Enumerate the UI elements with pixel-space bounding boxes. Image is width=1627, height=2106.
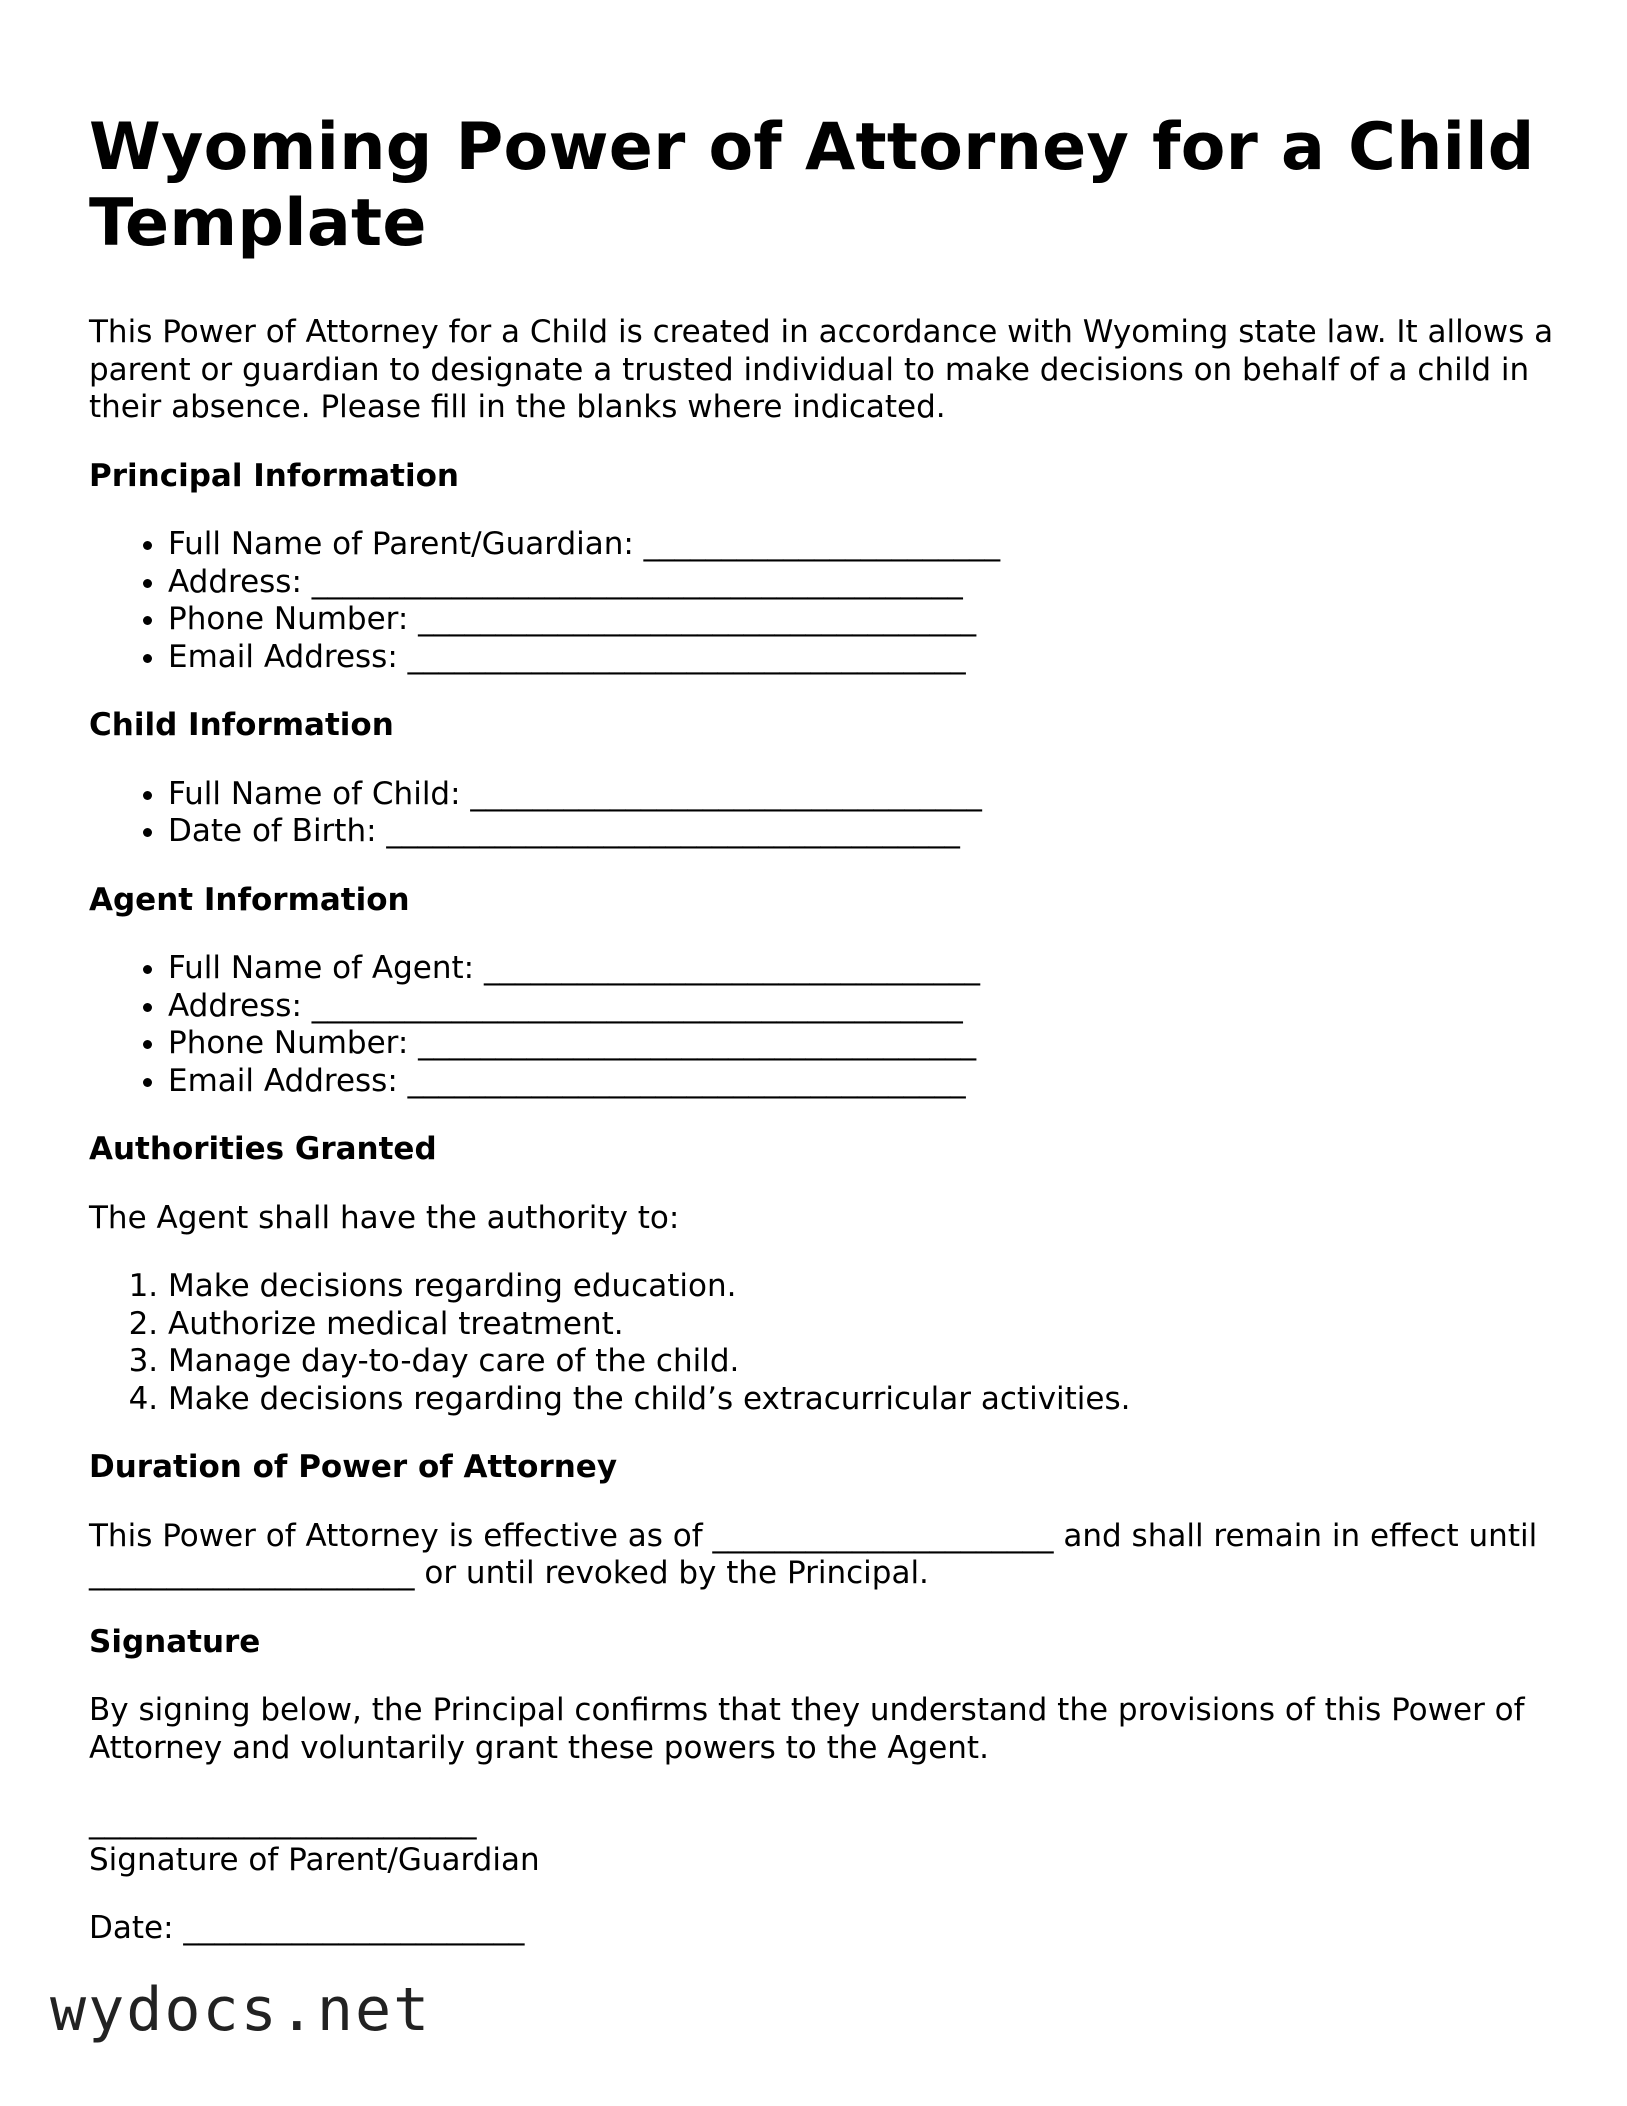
signature-text: By signing below, the Principal confirms that they understand the provisions of this Power of Attorney and voluntarily grant these powers to the Agent. <box>89 1692 1525 1766</box>
child-list <box>89 776 1559 851</box>
signature-line: _________________________ <box>89 1804 477 1840</box>
agent-name-field: • Full Name of Agent: ________________________________ <box>168 950 1559 988</box>
authorities-intro: The Agent shall have the authority to: <box>89 1199 680 1236</box>
document-page <box>89 110 1559 1948</box>
signature-date-field: Date: ______________________ <box>89 1910 525 1946</box>
authority-item: 3. Manage day-to-day care of the child. <box>168 1343 1559 1381</box>
agent-address-field: • Address: __________________________________________ <box>168 988 1559 1026</box>
document-title: Wyoming Power of Attorney for a Child Template <box>89 110 1535 261</box>
agent-phone-field: • Phone Number: ____________________________________ <box>168 1025 1559 1063</box>
signature-heading: Signature <box>89 1623 261 1660</box>
authorities-heading: Authorities Granted <box>89 1131 437 1167</box>
agent-heading: Agent Information <box>89 881 410 918</box>
agent-email-field: • Email Address: ____________________________________ <box>168 1063 1559 1101</box>
authorities-list <box>89 1268 1559 1418</box>
duration-text: This Power of Attorney is effective as of ______________________ and shall remain in effect until _____________________ or until revoked by the Principal. <box>89 1517 1538 1591</box>
child-dob-field: • Date of Birth: _____________________________________ <box>168 813 1559 851</box>
agent-list <box>89 950 1559 1100</box>
authority-item: 4. Make decisions regarding the child’s extracurricular activities. <box>168 1381 1559 1419</box>
intro-paragraph: This Power of Attorney for a Child is created in accordance with Wyoming state law. It allows a parent or guardian to designate a trusted individual to make decisions on behalf of a child in their absence. Please fill in the blanks where indicated. <box>89 314 1554 425</box>
signature-label: Signature of Parent/Guardian <box>89 1841 540 1878</box>
principal-name-field: • Full Name of Parent/Guardian: _______________________ <box>168 526 1559 564</box>
principal-heading: Principal Information <box>89 457 459 494</box>
principal-address-field: • Address: __________________________________________ <box>168 564 1559 602</box>
duration-heading: Duration of Power of Attorney <box>89 1449 618 1485</box>
watermark: wydocs.net <box>50 1975 432 2045</box>
child-name-field: • Full Name of Child: _________________________________ <box>168 776 1559 814</box>
principal-email-field: • Email Address: ____________________________________ <box>168 639 1559 677</box>
authority-item: 2. Authorize medical treatment. <box>168 1306 1559 1344</box>
principal-list <box>89 526 1559 676</box>
authority-item: 1. Make decisions regarding education. <box>168 1268 1559 1306</box>
child-heading: Child Information <box>89 707 394 743</box>
principal-phone-field: • Phone Number: ____________________________________ <box>168 601 1559 639</box>
